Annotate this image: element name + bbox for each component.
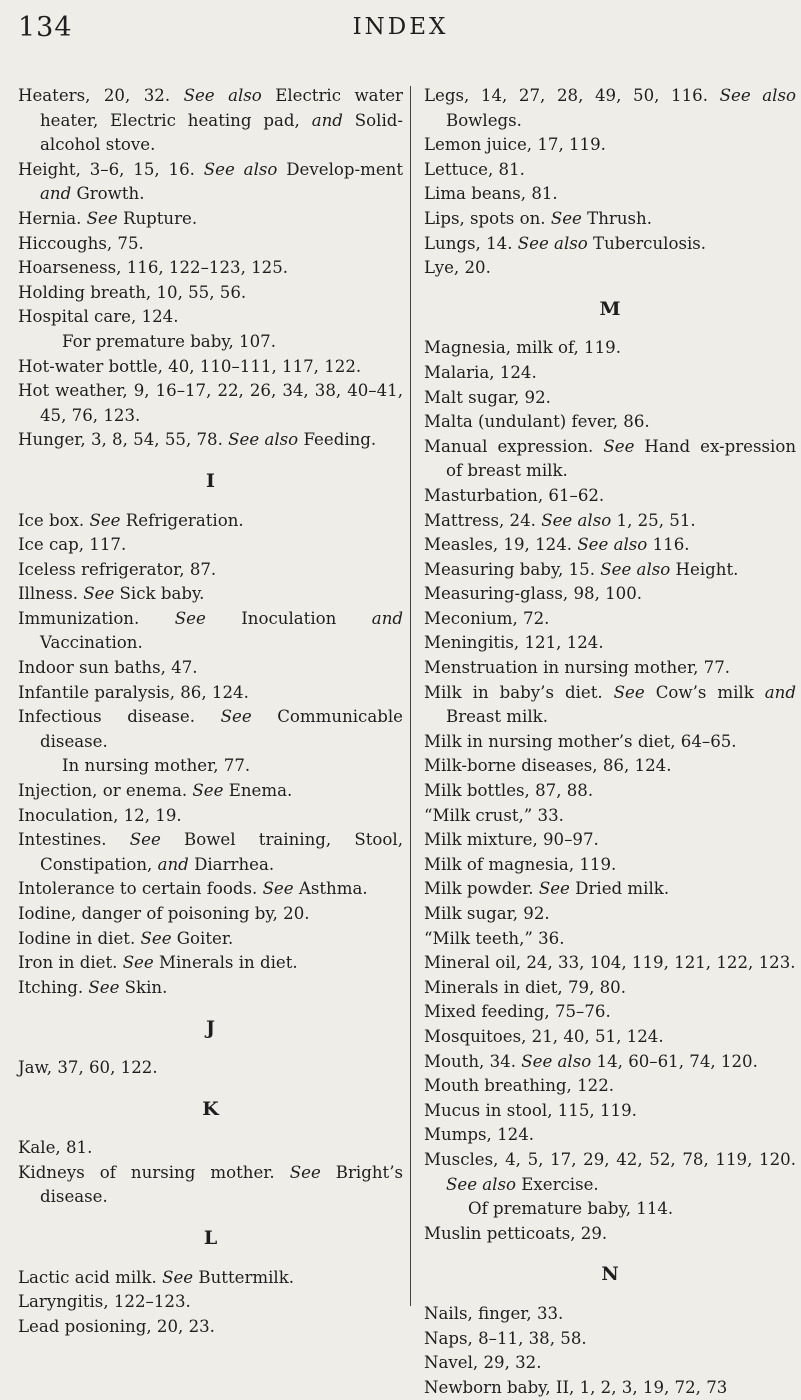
index-subentry (424, 1197, 796, 1222)
cross-reference-label: See (86, 208, 118, 228)
index-entry (424, 1050, 796, 1075)
section-letter: N (601, 1263, 619, 1286)
cross-reference-label: See also (600, 559, 671, 579)
entry-term: Measuring baby, 15. (424, 559, 595, 579)
entry-term: In nursing mother, 77. (62, 756, 251, 776)
cross-reference-conjunction: and (371, 608, 403, 628)
entry-term: Itching. (18, 977, 84, 997)
entry-term: Hiccoughs, 75. (18, 233, 144, 253)
cross-reference-label: See (122, 953, 154, 973)
cross-reference-target: Bright’s disease. (40, 1162, 404, 1207)
index-entry (424, 582, 796, 607)
cross-reference-label: See also (517, 233, 588, 253)
entry-term: For premature baby, 107. (62, 331, 276, 351)
cross-reference-label: See (613, 682, 645, 702)
cross-reference-conjunction: and (157, 854, 189, 874)
cross-reference-label: See also (577, 535, 648, 555)
index-entry (18, 779, 403, 804)
entry-term: Malt sugar, 92. (424, 387, 551, 407)
entry-term: Heaters, 20, 32. (18, 86, 171, 105)
cross-reference-target: Feeding. (298, 430, 377, 450)
cross-reference-target: Sick baby. (114, 584, 205, 604)
cross-reference-target: Hand ex-pression of breast milk. (446, 436, 797, 481)
entry-term: Inoculation, 12, 19. (18, 805, 182, 825)
index-entry (18, 533, 403, 558)
cross-reference-label: See (550, 208, 582, 228)
cross-reference-target: 14, 60–61, 74, 120. (591, 1051, 758, 1071)
entry-term: Milk bottles, 87, 88. (424, 781, 594, 801)
index-entry (424, 607, 796, 632)
index-entry (18, 558, 403, 583)
index-entry (18, 207, 403, 232)
index-entry (424, 656, 796, 681)
cross-reference-target: Buttermilk. (193, 1267, 295, 1287)
section-letter: I (206, 469, 215, 492)
entry-term: Lettuce, 81. (424, 159, 525, 179)
cross-reference-label: See also (719, 86, 796, 105)
cross-reference-label: See (140, 928, 172, 948)
cross-reference-target: Bowel training, Stool, Constipation, (40, 830, 403, 874)
entry-term: Hot weather, 9, 16–17, 22, 26, 34, 38, 40–41, 45, 76, 123. (18, 381, 403, 425)
index-entry (424, 256, 796, 281)
cross-reference-target: Dried milk. (569, 879, 670, 899)
entry-term: Milk-borne diseases, 86, 124. (424, 756, 672, 776)
cross-reference-target: Height. (670, 559, 739, 579)
index-subentry (18, 754, 403, 779)
cross-reference-target: Develop-ment (277, 159, 404, 179)
entry-term: Of premature baby, 114. (468, 1199, 674, 1219)
cross-reference-target: Electric water heater, Electric heating pad, (40, 86, 403, 130)
cross-reference-label: See also (446, 1174, 516, 1194)
cross-reference-label: See (174, 608, 206, 628)
index-entry (424, 410, 796, 435)
index-entry (18, 877, 403, 902)
entry-term: Milk mixture, 90–97. (424, 830, 599, 850)
index-entry (18, 705, 403, 754)
cross-reference-label: See (192, 781, 224, 801)
cross-reference-label: See also (541, 510, 612, 530)
cross-reference-target: Solid-alcohol stove. (40, 110, 404, 155)
entry-term: Mouth breathing, 122. (424, 1076, 615, 1096)
cross-reference-label: See (162, 1267, 194, 1287)
entry-term: Lips, spots on. (424, 208, 546, 228)
index-entry (424, 1123, 796, 1148)
cross-reference-label: See (83, 584, 115, 604)
index-entry (424, 435, 796, 484)
section-letter: M (599, 297, 621, 320)
entry-term: Meconium, 72. (424, 608, 550, 628)
entry-term: Iron in diet. (18, 953, 118, 973)
index-entry (424, 927, 796, 952)
index-entry (424, 1351, 796, 1376)
index-entry (18, 1056, 403, 1081)
index-entry (18, 927, 403, 952)
entry-term: Nails, finger, 33. (424, 1303, 564, 1323)
entry-term: Infantile paralysis, 86, 124. (18, 682, 249, 702)
index-entry (424, 1025, 796, 1050)
index-entry (424, 484, 796, 509)
index-entry (18, 355, 403, 380)
entry-term: Mouth, 34. (424, 1051, 516, 1071)
cross-reference-target: Skin. (119, 977, 168, 997)
entry-term: Malaria, 124. (424, 362, 537, 382)
index-column-right (424, 84, 796, 1400)
cross-reference-target: Exercise. (516, 1174, 599, 1194)
index-entry (424, 951, 796, 976)
cross-reference-label: See (603, 436, 635, 456)
index-entry (18, 305, 403, 330)
entry-term: Malta (undulant) fever, 86. (424, 412, 650, 432)
cross-reference-target: Tuberculosis. (587, 233, 707, 253)
cross-reference-target: Inoculation (205, 608, 372, 628)
cross-reference-label: See also (183, 86, 262, 105)
index-entry (18, 656, 403, 681)
index-entry (18, 84, 403, 158)
index-entry (18, 158, 403, 207)
index-entry (424, 84, 796, 133)
entry-term: Iodine in diet. (18, 928, 136, 948)
index-entry (18, 232, 403, 257)
entry-term: Mineral oil, 24, 33, 104, 119, 121, 122, 123. (424, 953, 796, 973)
cross-reference-target: Enema. (223, 781, 293, 801)
entry-term: Milk in baby’s diet. (424, 682, 603, 702)
entry-term: Hernia. (18, 208, 82, 228)
index-entry (18, 379, 403, 428)
index-entry (424, 207, 796, 232)
entry-term: Milk in nursing mother’s diet, 64–65. (424, 731, 737, 751)
cross-reference-target: Communicable disease. (40, 707, 403, 751)
entry-term: Measles, 19, 124. (424, 535, 573, 555)
index-entry (424, 1327, 796, 1352)
cross-reference-label: See (538, 879, 570, 899)
cross-reference-label: See (129, 830, 161, 850)
index-entry (424, 877, 796, 902)
column-divider (410, 86, 411, 1306)
index-entry (424, 1222, 796, 1247)
index-entry (18, 951, 403, 976)
entry-term: Kidneys of nursing mother. (18, 1162, 275, 1182)
entry-term: Mucus in stool, 115, 119. (424, 1100, 637, 1120)
index-entry (424, 133, 796, 158)
entry-term: Intolerance to certain foods. (18, 879, 258, 899)
entry-term: Mosquitoes, 21, 40, 51, 124. (424, 1026, 664, 1046)
cross-reference-label: See (289, 1162, 321, 1182)
index-entry (18, 256, 403, 281)
entry-term: Ice cap, 117. (18, 535, 127, 555)
index-entry (424, 1376, 796, 1400)
entry-term: Hot-water bottle, 40, 110–111, 117, 122. (18, 356, 362, 376)
index-entry (424, 976, 796, 1001)
index-entry (424, 1148, 796, 1197)
entry-term: “Milk teeth,” 36. (424, 928, 565, 948)
index-entry (424, 1099, 796, 1124)
index-entry (424, 509, 796, 534)
entry-term: Hoarseness, 116, 122–123, 125. (18, 258, 289, 278)
entry-term: Meningitis, 121, 124. (424, 633, 604, 653)
cross-reference-conjunction: and (764, 682, 796, 702)
cross-reference-label: See (89, 510, 121, 530)
index-entry (424, 182, 796, 207)
entry-term: Hunger, 3, 8, 54, 55, 78. (18, 430, 223, 450)
index-entry (18, 1290, 403, 1315)
index-entry (18, 428, 403, 453)
entry-term: Navel, 29, 32. (424, 1353, 542, 1373)
cross-reference-label: See (88, 977, 120, 997)
entry-term: Lye, 20. (424, 258, 491, 278)
index-entry (18, 1315, 403, 1340)
index-entry (424, 386, 796, 411)
entry-term: “Milk crust,” 33. (424, 805, 564, 825)
entry-term: Milk sugar, 92. (424, 904, 550, 923)
index-entry (424, 361, 796, 386)
entry-term: Naps, 8–11, 38, 58. (424, 1328, 587, 1348)
cross-reference-target: Refrigeration. (120, 510, 244, 530)
index-entry (424, 828, 796, 853)
cross-reference-label: See (220, 707, 252, 727)
index-entry (18, 582, 403, 607)
index-entry (18, 804, 403, 829)
entry-term: Mumps, 124. (424, 1125, 535, 1145)
cross-reference-target: Vaccination. (40, 633, 143, 653)
index-entry (424, 533, 796, 558)
entry-term: Jaw, 37, 60, 122. (18, 1057, 158, 1077)
index-entry (424, 1302, 796, 1327)
index-entry (424, 1074, 796, 1099)
entry-term: Hospital care, 124. (18, 307, 179, 327)
entry-term: Measuring-glass, 98, 100. (424, 584, 643, 604)
index-entry (18, 509, 403, 534)
index-entry (424, 779, 796, 804)
entry-term: Kale, 81. (18, 1138, 93, 1158)
cross-reference-label: See also (228, 430, 299, 450)
index-subentry (18, 330, 403, 355)
section-letter: K (202, 1097, 219, 1120)
entry-term: Mixed feeding, 75–76. (424, 1002, 611, 1022)
entry-term: Holding breath, 10, 55, 56. (18, 282, 247, 302)
index-entry (424, 902, 796, 927)
index-entry (18, 1266, 403, 1291)
index-entry (424, 853, 796, 878)
index-entry (18, 902, 403, 927)
entry-term: Lead posioning, 20, 23. (18, 1316, 215, 1336)
entry-term: Ice box. (18, 510, 85, 530)
index-entry (18, 1161, 403, 1210)
index-entry (18, 976, 403, 1001)
index-entry (424, 558, 796, 583)
index-entry (424, 681, 796, 730)
entry-term: Newborn baby, II, 1, 2, 3, 19, 72, 73 (424, 1377, 728, 1397)
index-entry (18, 281, 403, 306)
index-entry (424, 232, 796, 257)
entry-term: Lima beans, 81. (424, 184, 558, 204)
index-entry (424, 631, 796, 656)
cross-reference-target: Growth. (71, 184, 145, 204)
entry-term: Illness. (18, 584, 78, 604)
cross-reference-target: Cow’s milk (644, 682, 765, 702)
cross-reference-target: Diarrhea. (188, 854, 275, 874)
entry-term: Laryngitis, 122–123. (18, 1292, 191, 1312)
cross-reference-target: 116. (647, 535, 690, 555)
cross-reference-target: Minerals in diet. (153, 953, 298, 973)
cross-reference-conjunction: and (311, 110, 343, 130)
section-letter: L (203, 1226, 218, 1249)
entry-term: Infectious disease. (18, 707, 196, 727)
cross-reference-target: Thrush. (581, 208, 652, 228)
cross-reference-target: Goiter. (171, 928, 234, 948)
cross-reference-conjunction: and (40, 184, 72, 204)
cross-reference-label: See (262, 879, 294, 899)
index-entry (424, 754, 796, 779)
page-number: 134 (18, 12, 73, 43)
entry-term: Muslin petticoats, 29. (424, 1223, 608, 1243)
index-entry (18, 828, 403, 877)
entry-term: Mattress, 24. (424, 510, 536, 530)
entry-term: Menstruation in nursing mother, 77. (424, 658, 731, 678)
cross-reference-target: Bowlegs. (446, 110, 522, 130)
entry-term: Immunization. (18, 608, 140, 628)
index-entry (18, 681, 403, 706)
entry-term: Masturbation, 61–62. (424, 485, 605, 505)
cross-reference-target: Asthma. (293, 879, 368, 899)
entry-term: Lactic acid milk. (18, 1267, 157, 1287)
entry-term: Injection, or enema. (18, 781, 188, 801)
entry-term: Minerals in diet, 79, 80. (424, 977, 627, 997)
entry-term: Legs, 14, 27, 28, 49, 50, 116. (424, 86, 708, 105)
entry-term: Intestines. (18, 830, 107, 850)
index-entry (424, 336, 796, 361)
cross-reference-target: Breast milk. (446, 707, 548, 727)
index-entry (18, 607, 403, 656)
cross-reference-target: 1, 25, 51. (611, 510, 696, 530)
index-entry (424, 158, 796, 183)
index-entry (424, 1000, 796, 1025)
cross-reference-label: See also (203, 159, 278, 179)
entry-term: Height, 3–6, 15, 16. (18, 159, 195, 179)
entry-term: Iceless refrigerator, 87. (18, 559, 217, 579)
index-entry (424, 730, 796, 755)
index-entry (424, 804, 796, 829)
index-column-left (18, 84, 403, 1339)
cross-reference-label: See also (521, 1051, 592, 1071)
entry-term: Indoor sun baths, 47. (18, 658, 198, 678)
cross-reference-target: Rupture. (117, 208, 198, 228)
entry-term: Milk of magnesia, 119. (424, 854, 617, 874)
entry-term: Magnesia, milk of, 119. (424, 338, 621, 358)
running-head: INDEX (352, 14, 449, 40)
entry-term: Lemon juice, 17, 119. (424, 135, 606, 155)
entry-term: Lungs, 14. (424, 233, 513, 253)
index-entry (18, 1136, 403, 1161)
section-letter: J (206, 1017, 215, 1040)
entry-term: Milk powder. (424, 879, 534, 899)
entry-term: Muscles, 4, 5, 17, 29, 42, 52, 78, 119, 120. (424, 1149, 796, 1169)
entry-term: Iodine, danger of poisoning by, 20. (18, 904, 310, 923)
entry-term: Manual expression. (424, 436, 594, 456)
